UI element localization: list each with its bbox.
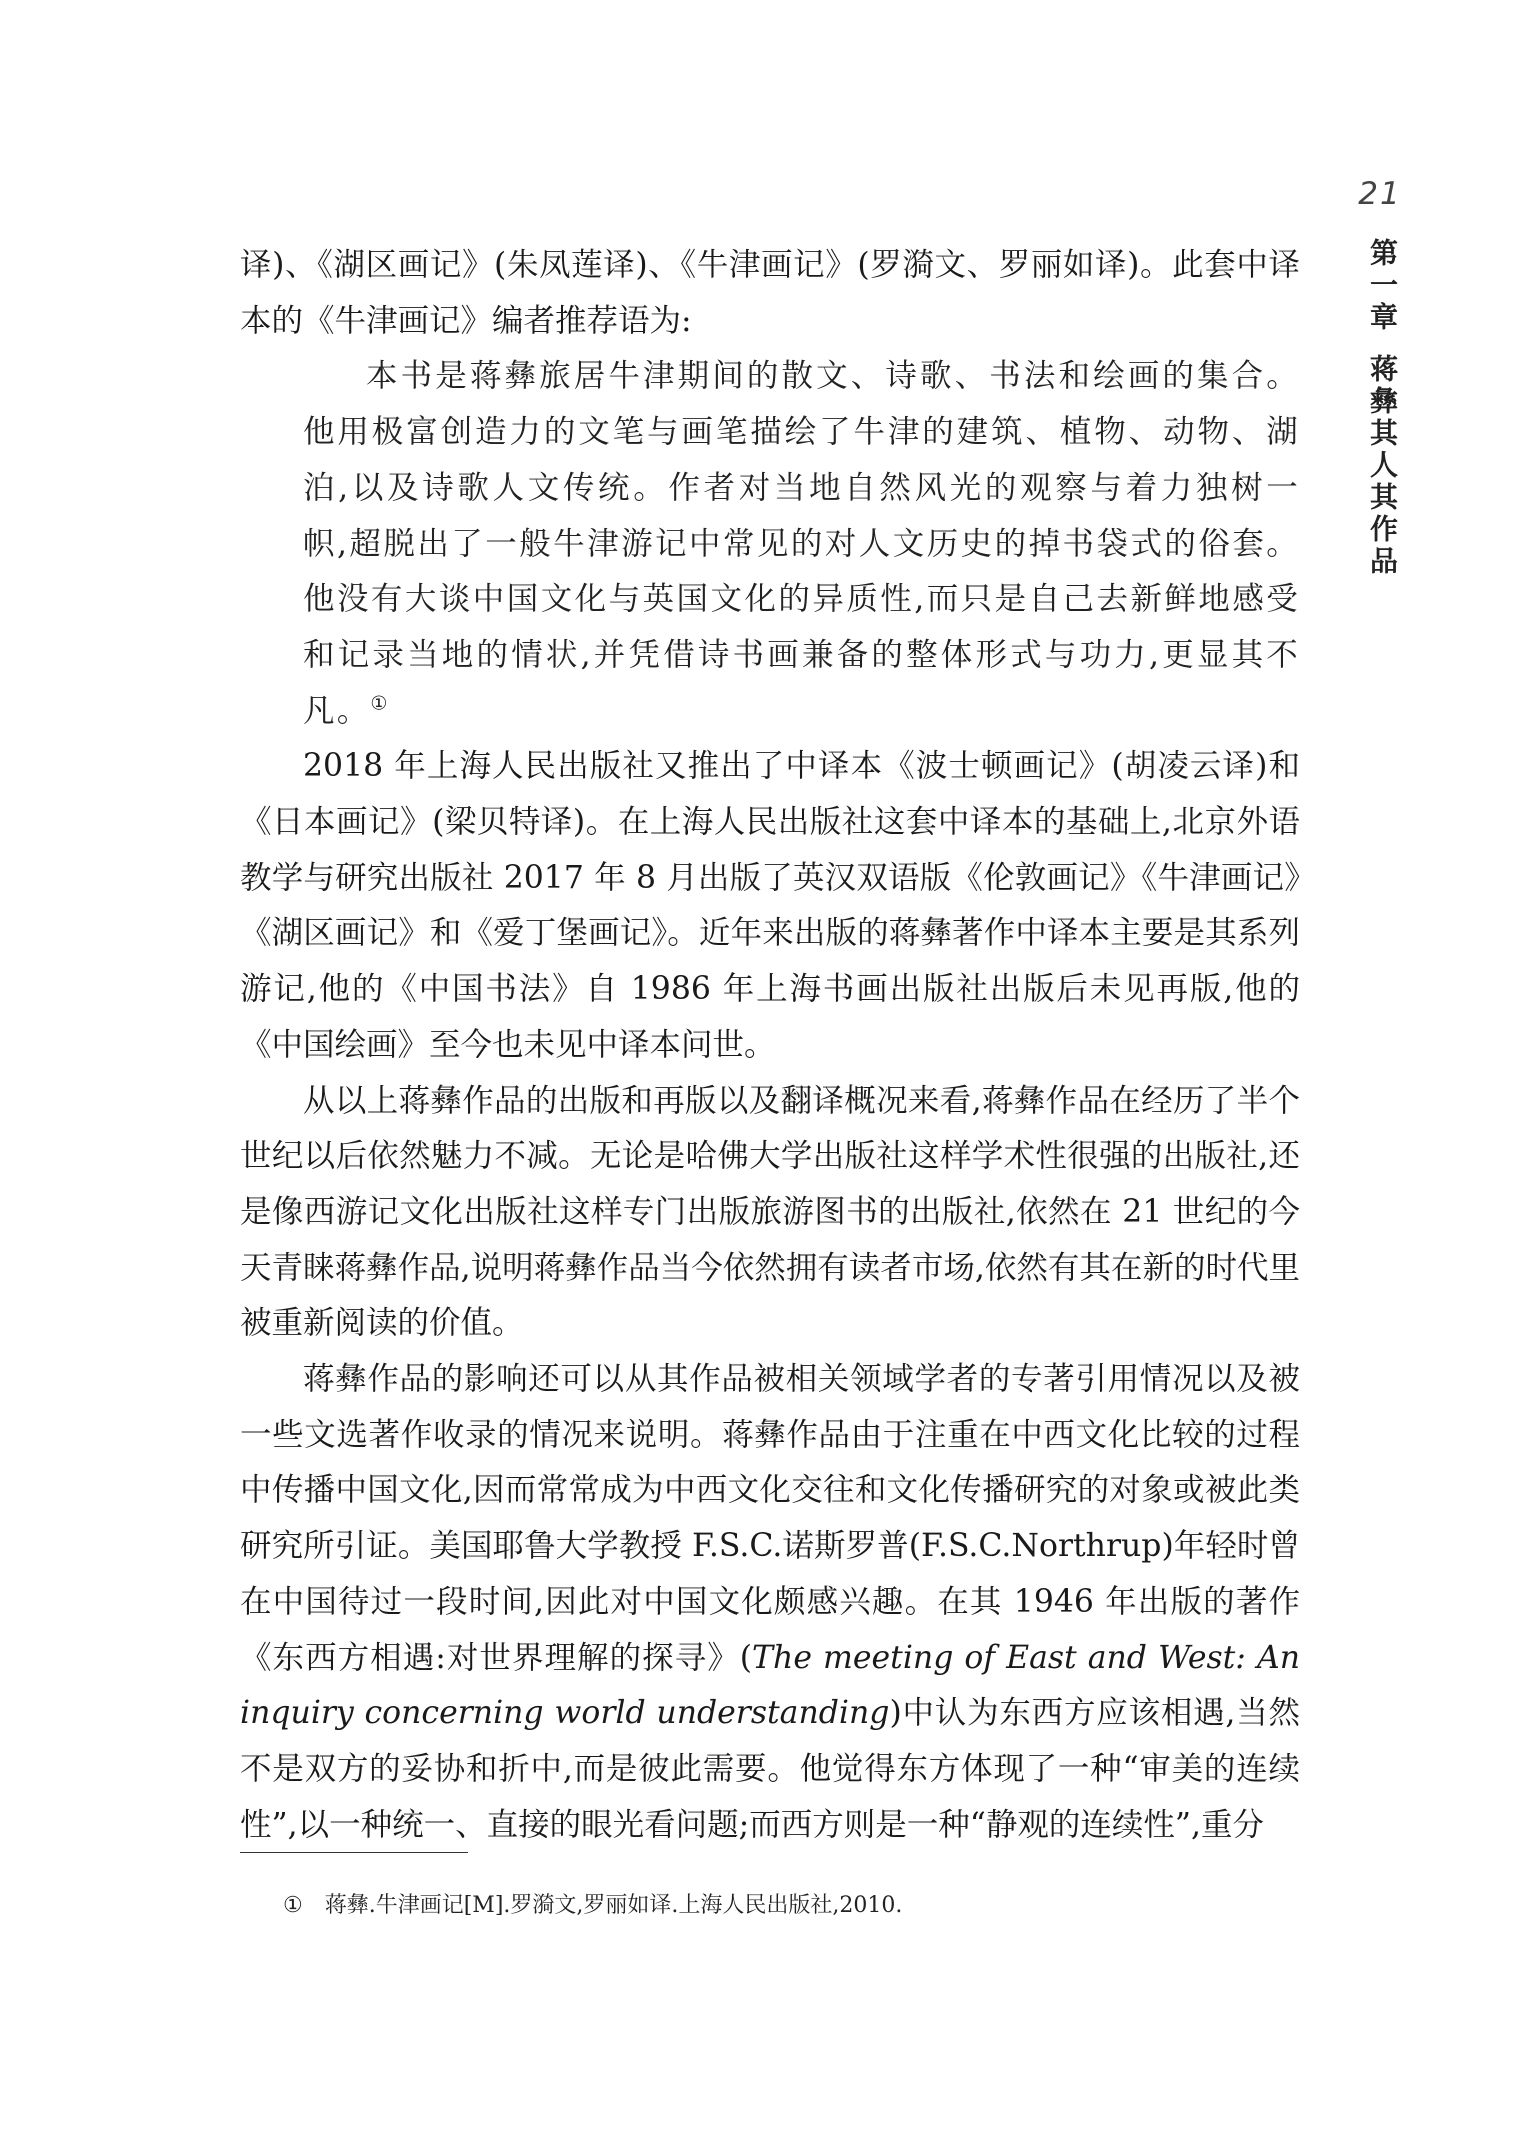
page-number: 21	[1358, 176, 1402, 212]
paragraph-4-part-2: )中认为东西方应该相遇,当然不是双方的妥协和折中,而是彼此需要。他觉得东方体现了一种“审美的连续性”,以一种统一、直接的眼光看问题;而西方则是一种“静观的连续性”,重分	[240, 1695, 1300, 1843]
paragraph-4-part-1: 蒋彝作品的影响还可以从其作品被相关领域学者的专著引用情况以及被一些文选著作收录的情况来说明。蒋彝作品由于注重在中西文化比较的过程中传播中国文化,因而常常成为中西文化交往和文化传播研究的对象或被此类研究所引证。美国耶鲁大学教授 F.S.C.诺斯罗普(F.S.C.Northrup)年轻时曾在中国待过一段时间,因此对中国文化颇感兴趣。在其 1946 年出版的著作《东西方相遇:对世界理解的探寻》(	[240, 1361, 1300, 1676]
footnote-mark: ①	[283, 1893, 303, 1918]
chapter-running-head	[1356, 238, 1400, 578]
paragraph-3: 从以上蒋彝作品的出版和再版以及翻译概况来看,蒋彝作品在经历了半个世纪以后依然魅力不减。无论是哈佛大学出版社这样学术性很强的出版社,还是像西游记文化出版社这样专门出版旅游图书的出版社,依然在 21 世纪的今天青睐蒋彝作品,说明蒋彝作品当今依然拥有读者市场,依然有其在新的时代里被重新阅读的价值。	[240, 1082, 1300, 1342]
footnote-text: 蒋彝.牛津画记[M].罗漪文,罗丽如译.上海人民出版社,2010.	[324, 1893, 903, 1918]
chapter-title: 蒋彝其人其作品	[1366, 354, 1399, 578]
footnote-reference[interactable]: ①	[370, 692, 390, 715]
paragraph-1: 译)、《湖区画记》(朱凤莲译)、《牛津画记》(罗漪文、罗丽如译)。此套中译本的《牛津画记》编者推荐语为:	[240, 247, 1300, 339]
chapter-label: 第一章	[1366, 238, 1399, 334]
footnote-divider	[240, 1852, 468, 1853]
main-text	[240, 238, 1300, 1853]
paragraph-4	[240, 1352, 1300, 1853]
block-quote-text: 本书是蒋彝旅居牛津期间的散文、诗歌、书法和绘画的集合。他用极富创造力的文笔与画笔描绘了牛津的建筑、植物、动物、湖泊,以及诗歌人文传统。作者对当地自然风光的观察与着力独树一帜,超脱出了一般牛津游记中常见的对人文历史的掉书袋式的俗套。他没有大谈中国文化与英国文化的异质性,而只是自己去新鲜地感受和记录当地的情状,并凭借诗书画兼备的整体形式与功力,更显其不凡。	[303, 358, 1300, 729]
footnote	[283, 1890, 1283, 1922]
english-book-title: The meeting of East and West: An inquiry concerning world understanding	[240, 1639, 1300, 1732]
paragraph-2: 2018 年上海人民出版社又推出了中译本《波士顿画记》(胡凌云译)和《日本画记》(梁贝特译)。在上海人民出版社这套中译本的基础上,北京外语教学与研究出版社 2017 年 8 月出版了英汉双语版《伦敦画记》《牛津画记》《湖区画记》和《爱丁堡画记》。近年来出版的蒋彝著作中译本主要是其系列游记,他的《中国书法》自 1986 年上海书画出版社出版后未见再版,他的《中国绘画》至今也未见中译本问世。	[240, 748, 1300, 1063]
block-quote	[240, 349, 1300, 739]
